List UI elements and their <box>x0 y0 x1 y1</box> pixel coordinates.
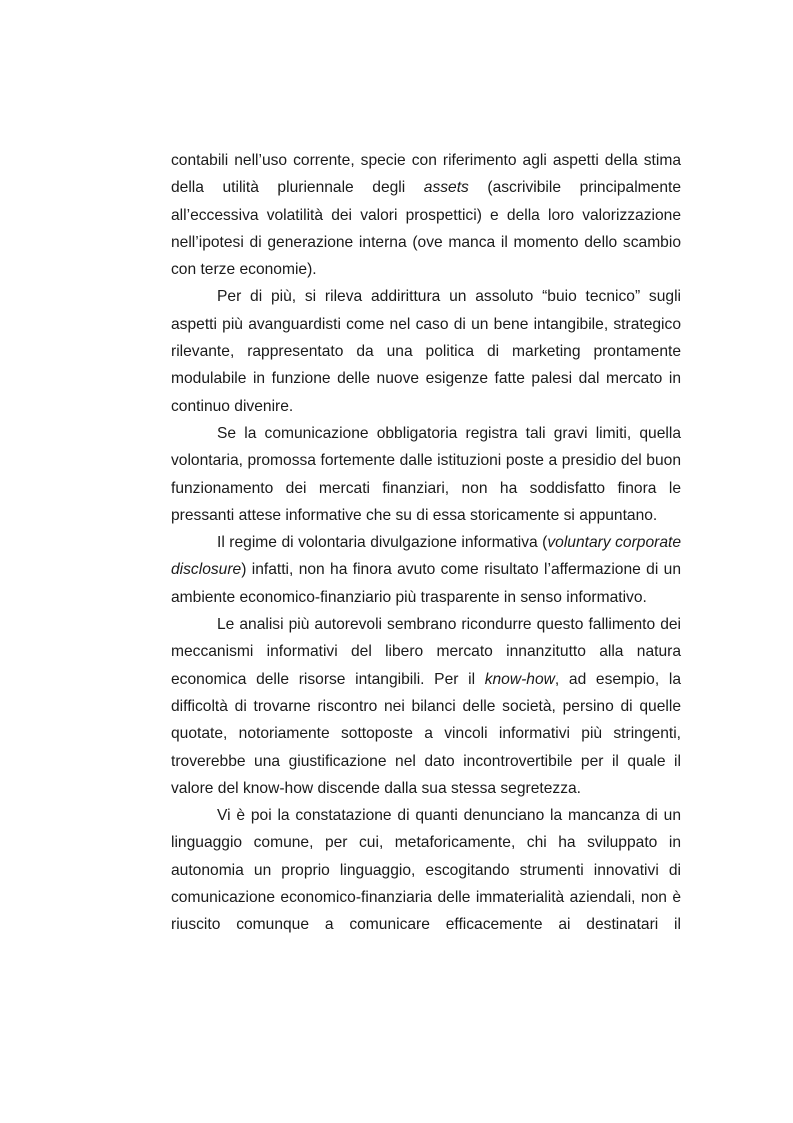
paragraph-5-text-a: Le analisi più autorevoli sembrano ricondurre questo fallimento dei meccanismi informativi del libero mercato innanzitutto alla natura economica delle risorse intangibili. Per il <box>171 616 681 688</box>
paragraph-1-text-b: (ascrivibile principalmente all’eccessiva volatilità dei valori prospettici) e della loro valorizzazione nell’ipotesi di generazione interna (ove manca il momento dello scambio con terze economie). <box>171 179 681 279</box>
paragraph-5-text-b: , ad esempio, la difficoltà di trovarne riscontro nei bilanci delle società, persino di quelle quotate, notoriamente sottoposte a vincoli informativi più stringenti, troverebbe una giustificazione nel dato incontrovertibile per il quale il valore del know-how discende dalla sua stessa segretezza. <box>171 670 681 797</box>
paragraph-3-text: Se la comunicazione obbligatoria registra tali gravi limiti, quella volontaria, promossa fortemente dalle istituzioni poste a presidio del buon funzionamento dei mercati finanziari, non ha soddisfatto finora le pressanti attese informative che su di essa storicamente si appuntano. <box>171 424 681 524</box>
paragraph-4-italic-term: voluntary corporate disclosure <box>171 534 682 579</box>
paragraph-2 <box>171 283 681 419</box>
paragraph-4-text-b: ) infatti, non ha finora avuto come risultato l’affermazione di un ambiente economico-finanziario più trasparente in senso informativo. <box>171 561 681 606</box>
paragraph-4-text-a: Il regime di volontaria divulgazione informativa ( <box>217 534 548 552</box>
body-text <box>171 147 681 939</box>
paragraph-5 <box>171 611 681 802</box>
paragraph-6-text: Vi è poi la constatazione di quanti denunciano la mancanza di un linguaggio comune, per cui, metaforicamente, chi ha sviluppato in autonomia un proprio linguaggio, escogitando strumenti innovativi di comunicazione economico-finanziaria delle immaterialità aziendali, non è riuscito comunque a comunicare efficacemente ai destinatari il <box>171 807 681 934</box>
paragraph-6 <box>171 802 681 938</box>
paragraph-5-italic-term: know-how <box>484 670 555 688</box>
paragraph-4 <box>171 529 681 611</box>
paragraph-1-italic-term: assets <box>423 179 469 197</box>
paragraph-3 <box>171 420 681 529</box>
paragraph-1 <box>171 147 681 283</box>
paragraph-2-text: Per di più, si rileva addirittura un assoluto “buio tecnico” sugli aspetti più avanguardisti come nel caso di un bene intangibile, strategico rilevante, rappresentato da una politica di marketing prontamente modulabile in funzione delle nuove esigenze fatte palesi dal mercato in continuo divenire. <box>171 288 681 415</box>
paragraph-1-text-a: contabili nell’uso corrente, specie con riferimento agli aspetti della stima della utilità pluriennale degli <box>171 152 681 197</box>
